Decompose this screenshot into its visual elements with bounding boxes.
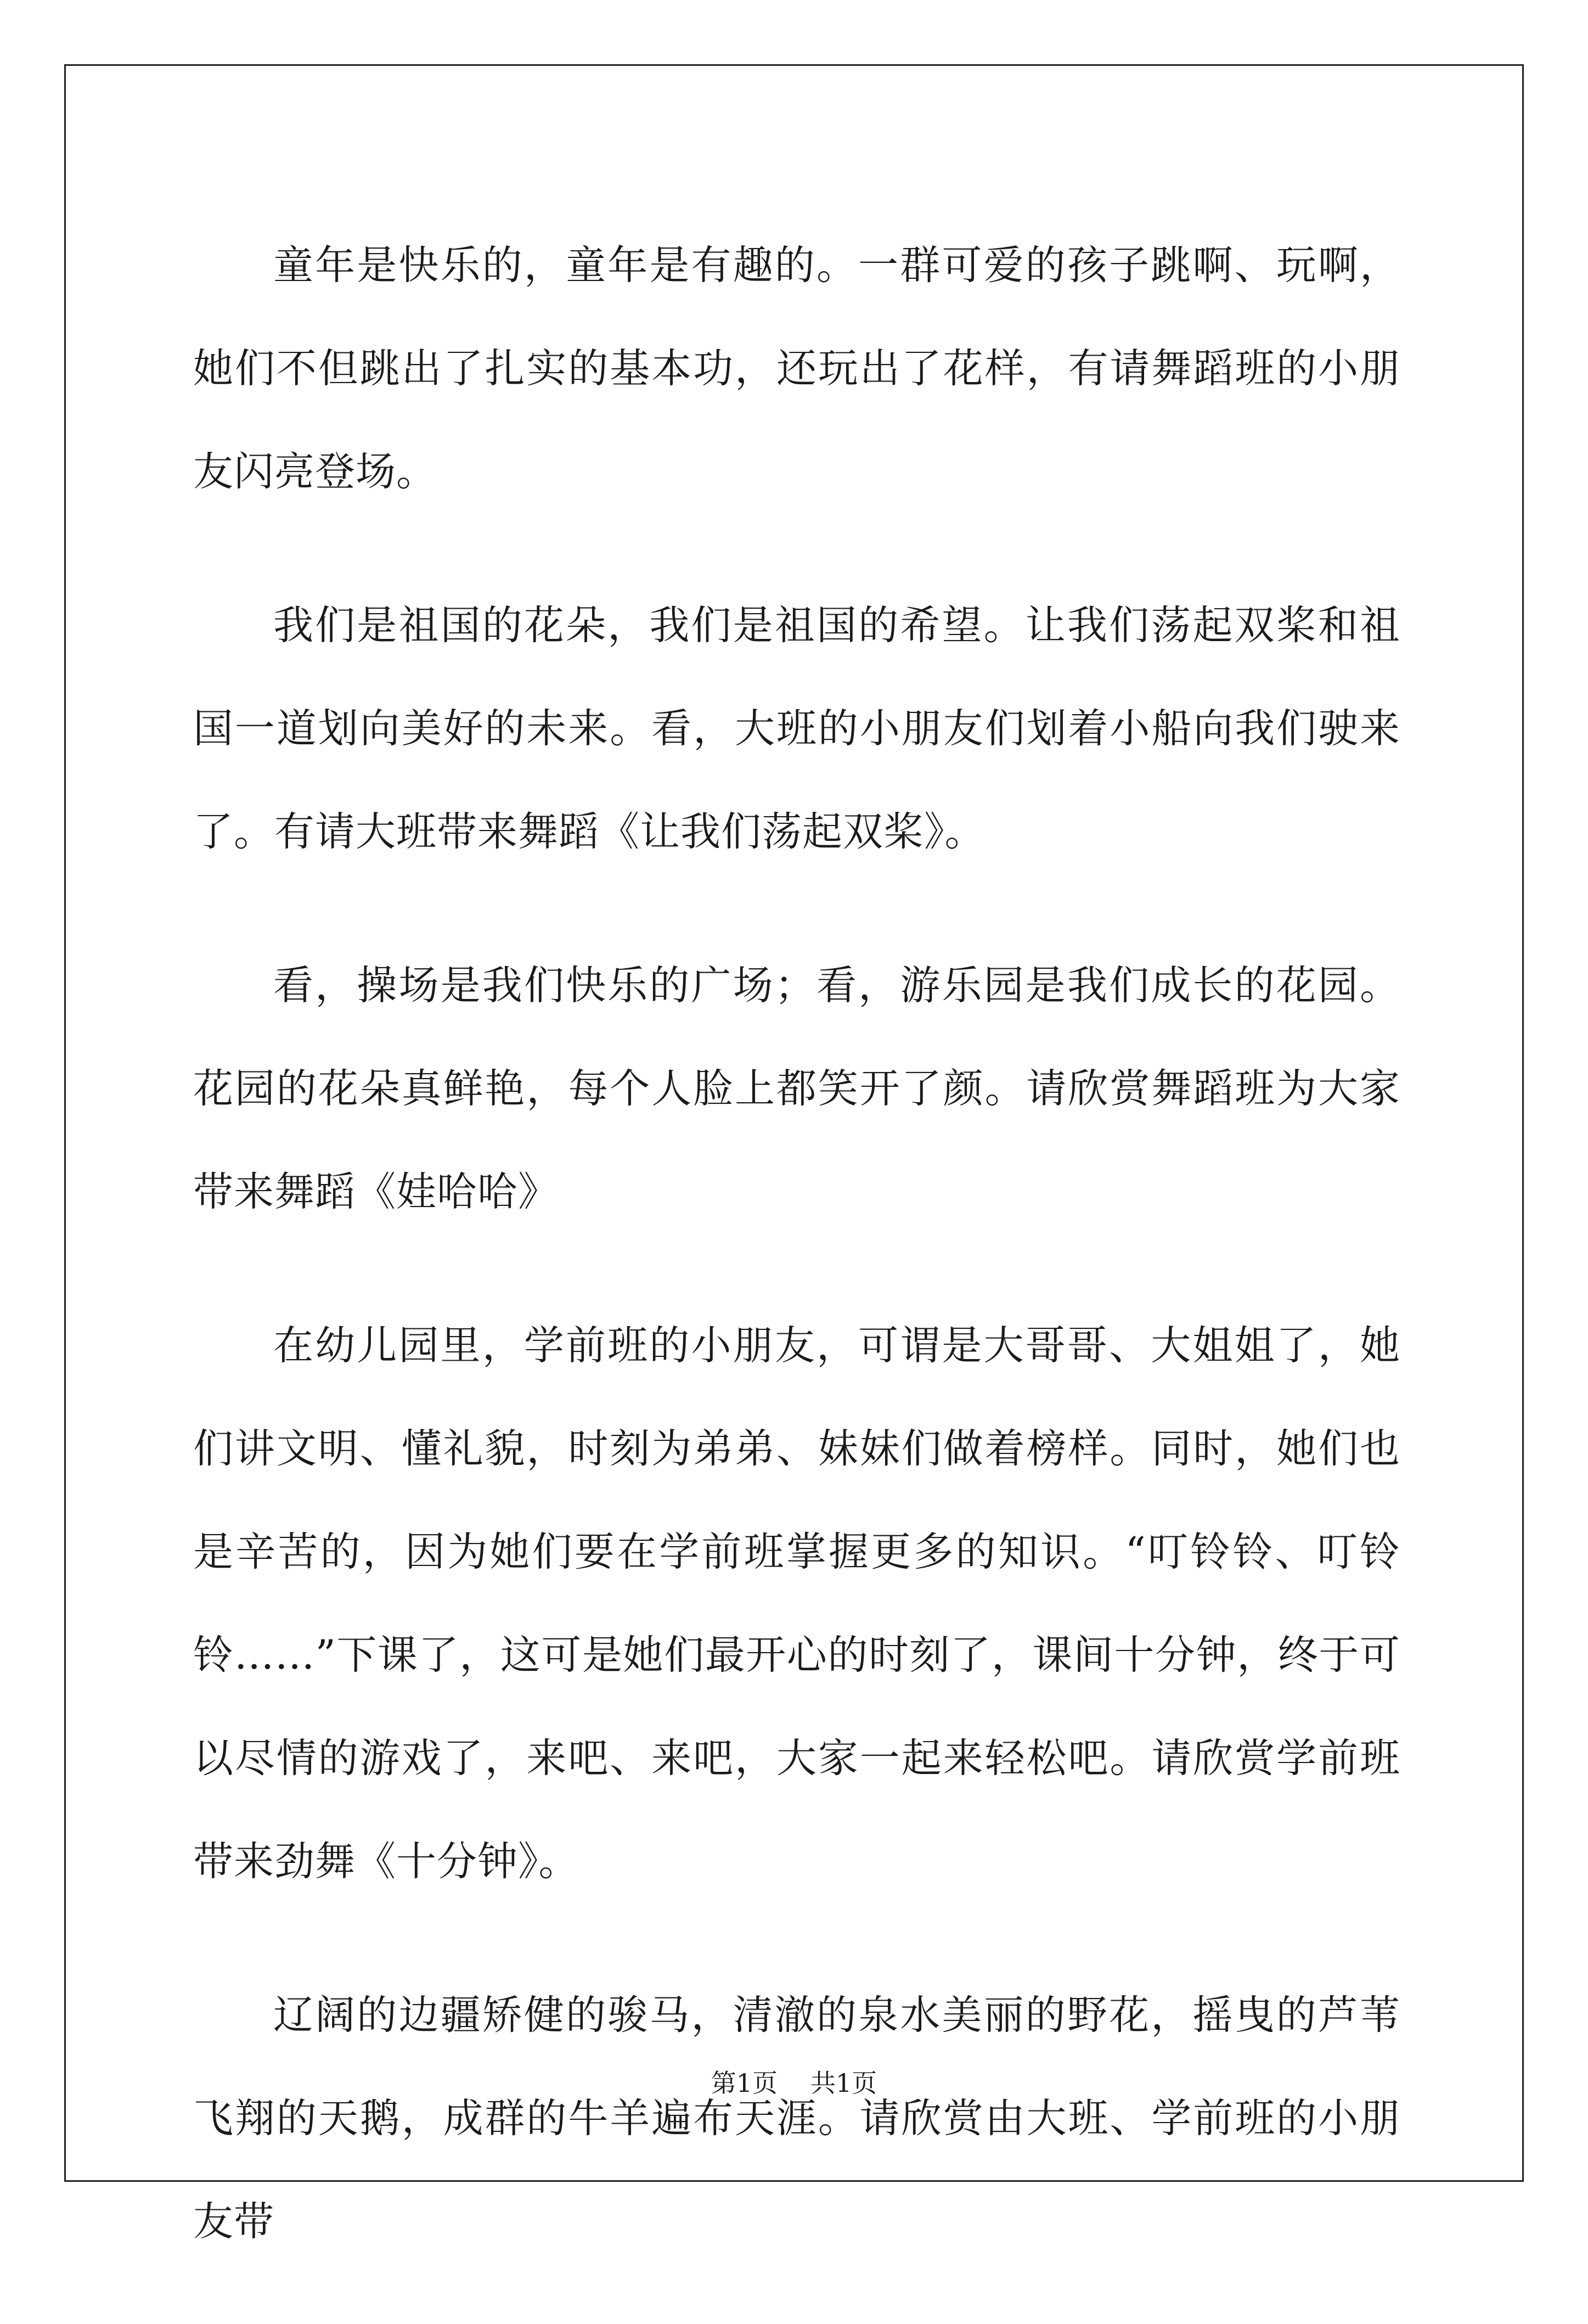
paragraph: 看，操场是我们快乐的广场；看，游乐园是我们成长的花园。花园的花朵真鲜艳，每个人脸上都笑开了颜。请欣赏舞蹈班为大家带来舞蹈《娃哈哈》 [193,962,1400,1215]
document-body [193,214,1400,2324]
paragraph: 在幼儿园里，学前班的小朋友，可谓是大哥哥、大姐姐了，她们讲文明、懂礼貌，时刻为弟弟、妹妹们做着榜样。同时，她们也是辛苦的，因为她们要在学前班掌握更多的知识。“叮铃铃、叮铃铃……”下课了，这可是她们最开心的时刻了，课间十分钟，终于可以尽情的游戏了，来吧、来吧，大家一起来轻松吧。请欣赏学前班带来劲舞《十分钟》。 [193,1322,1400,1885]
paragraph: 辽阔的边疆矫健的骏马，清澈的泉水美丽的野花，摇曳的芦苇飞翔的天鹅，成群的牛羊遍布天涯。请欣赏由大班、学前班的小朋友带 [193,1992,1400,2245]
page-footer [0,2067,1588,2100]
page-number-total: 共1页 [810,2068,877,2098]
paragraph: 我们是祖国的花朵，我们是祖国的希望。让我们荡起双桨和祖国一道划向美好的未来。看，大班的小朋友们划着小船向我们驶来了。有请大班带来舞蹈《让我们荡起双桨》。 [193,602,1400,855]
page-number-current: 第1页 [711,2068,778,2098]
paragraph: 童年是快乐的，童年是有趣的。一群可爱的孩子跳啊、玩啊，她们不但跳出了扎实的基本功，还玩出了花样，有请舞蹈班的小朋友闪亮登场。 [193,242,1400,495]
